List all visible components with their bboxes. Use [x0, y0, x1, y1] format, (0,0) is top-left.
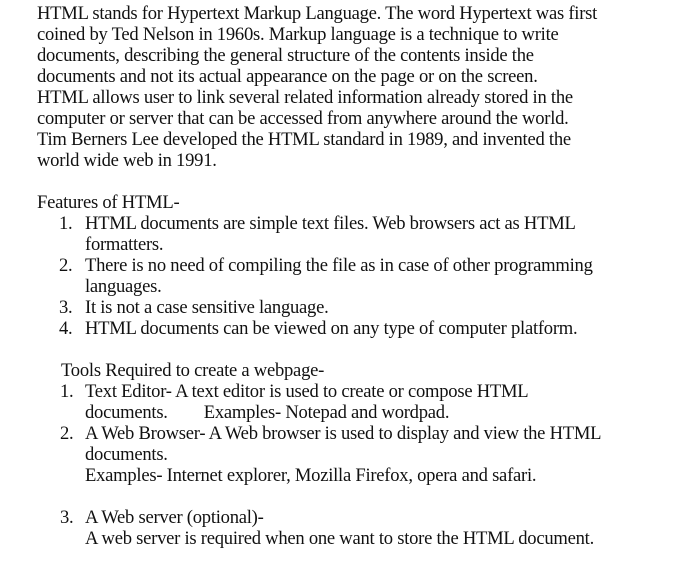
list-item-line: HTML documents are simple text files. Web browsers act as HTML — [85, 213, 576, 234]
features-section — [37, 192, 669, 339]
list-item-line: documents. — [85, 444, 168, 465]
list-number: 2. — [59, 255, 73, 276]
list-item — [61, 423, 669, 507]
list-item-line: There is no need of compiling the file as in case of other programming — [85, 255, 593, 276]
intro-line: documents, describing the general structure of the contents inside the — [37, 45, 534, 66]
list-item — [37, 213, 669, 255]
list-number: 3. — [60, 507, 74, 528]
list-item-line — [85, 402, 669, 423]
intro-line: coined by Ted Nelson in 1960s. Markup language is a technique to write — [37, 24, 559, 45]
list-number: 3. — [59, 297, 73, 318]
list-item-line: It is not a case sensitive language. — [85, 297, 329, 318]
list-item — [61, 507, 669, 549]
list-item — [37, 255, 669, 297]
list-number: 2. — [60, 423, 74, 444]
list-item-line: Text Editor- A text editor is used to create or compose HTML — [85, 381, 529, 402]
tools-section — [37, 360, 669, 549]
features-list — [37, 213, 669, 339]
list-item-line: HTML documents can be viewed on any type of computer platform. — [85, 318, 578, 339]
list-item-line: languages. — [85, 276, 162, 297]
list-item-text: documents. — [85, 402, 168, 423]
intro-line: world wide web in 1991. — [37, 150, 217, 171]
intro-line: documents and not its actual appearance on the page or on the screen. — [37, 66, 538, 87]
examples-text: Examples- Internet explorer, Mozilla Firefox, opera and safari. — [85, 465, 537, 486]
list-number: 1. — [59, 213, 73, 234]
list-item-line: formatters. — [85, 234, 164, 255]
list-item-line: A Web Browser- A Web browser is used to display and view the HTML — [85, 423, 602, 444]
list-item — [37, 297, 669, 318]
examples-text: Examples- Notepad and wordpad. — [203, 402, 450, 423]
tools-list — [61, 381, 669, 549]
document-page — [37, 3, 669, 549]
list-item — [61, 381, 669, 423]
list-number: 4. — [59, 318, 73, 339]
features-heading: Features of HTML- — [37, 192, 180, 213]
intro-line: computer or server that can be accessed from anywhere around the world. — [37, 108, 569, 129]
blank-line — [85, 486, 669, 507]
list-number: 1. — [60, 381, 74, 402]
intro-line: Tim Berners Lee developed the HTML standard in 1989, and invented the — [37, 129, 571, 150]
list-item-line: A web server is required when one want to store the HTML document. — [85, 528, 594, 549]
list-item-line: A Web server (optional)- — [85, 507, 264, 528]
intro-line: HTML stands for Hypertext Markup Language. The word Hypertext was first — [37, 3, 598, 24]
tools-heading: Tools Required to create a webpage- — [61, 360, 325, 381]
intro-paragraph — [37, 3, 669, 171]
intro-line: HTML allows user to link several related information already stored in the — [37, 87, 573, 108]
list-item — [37, 318, 669, 339]
